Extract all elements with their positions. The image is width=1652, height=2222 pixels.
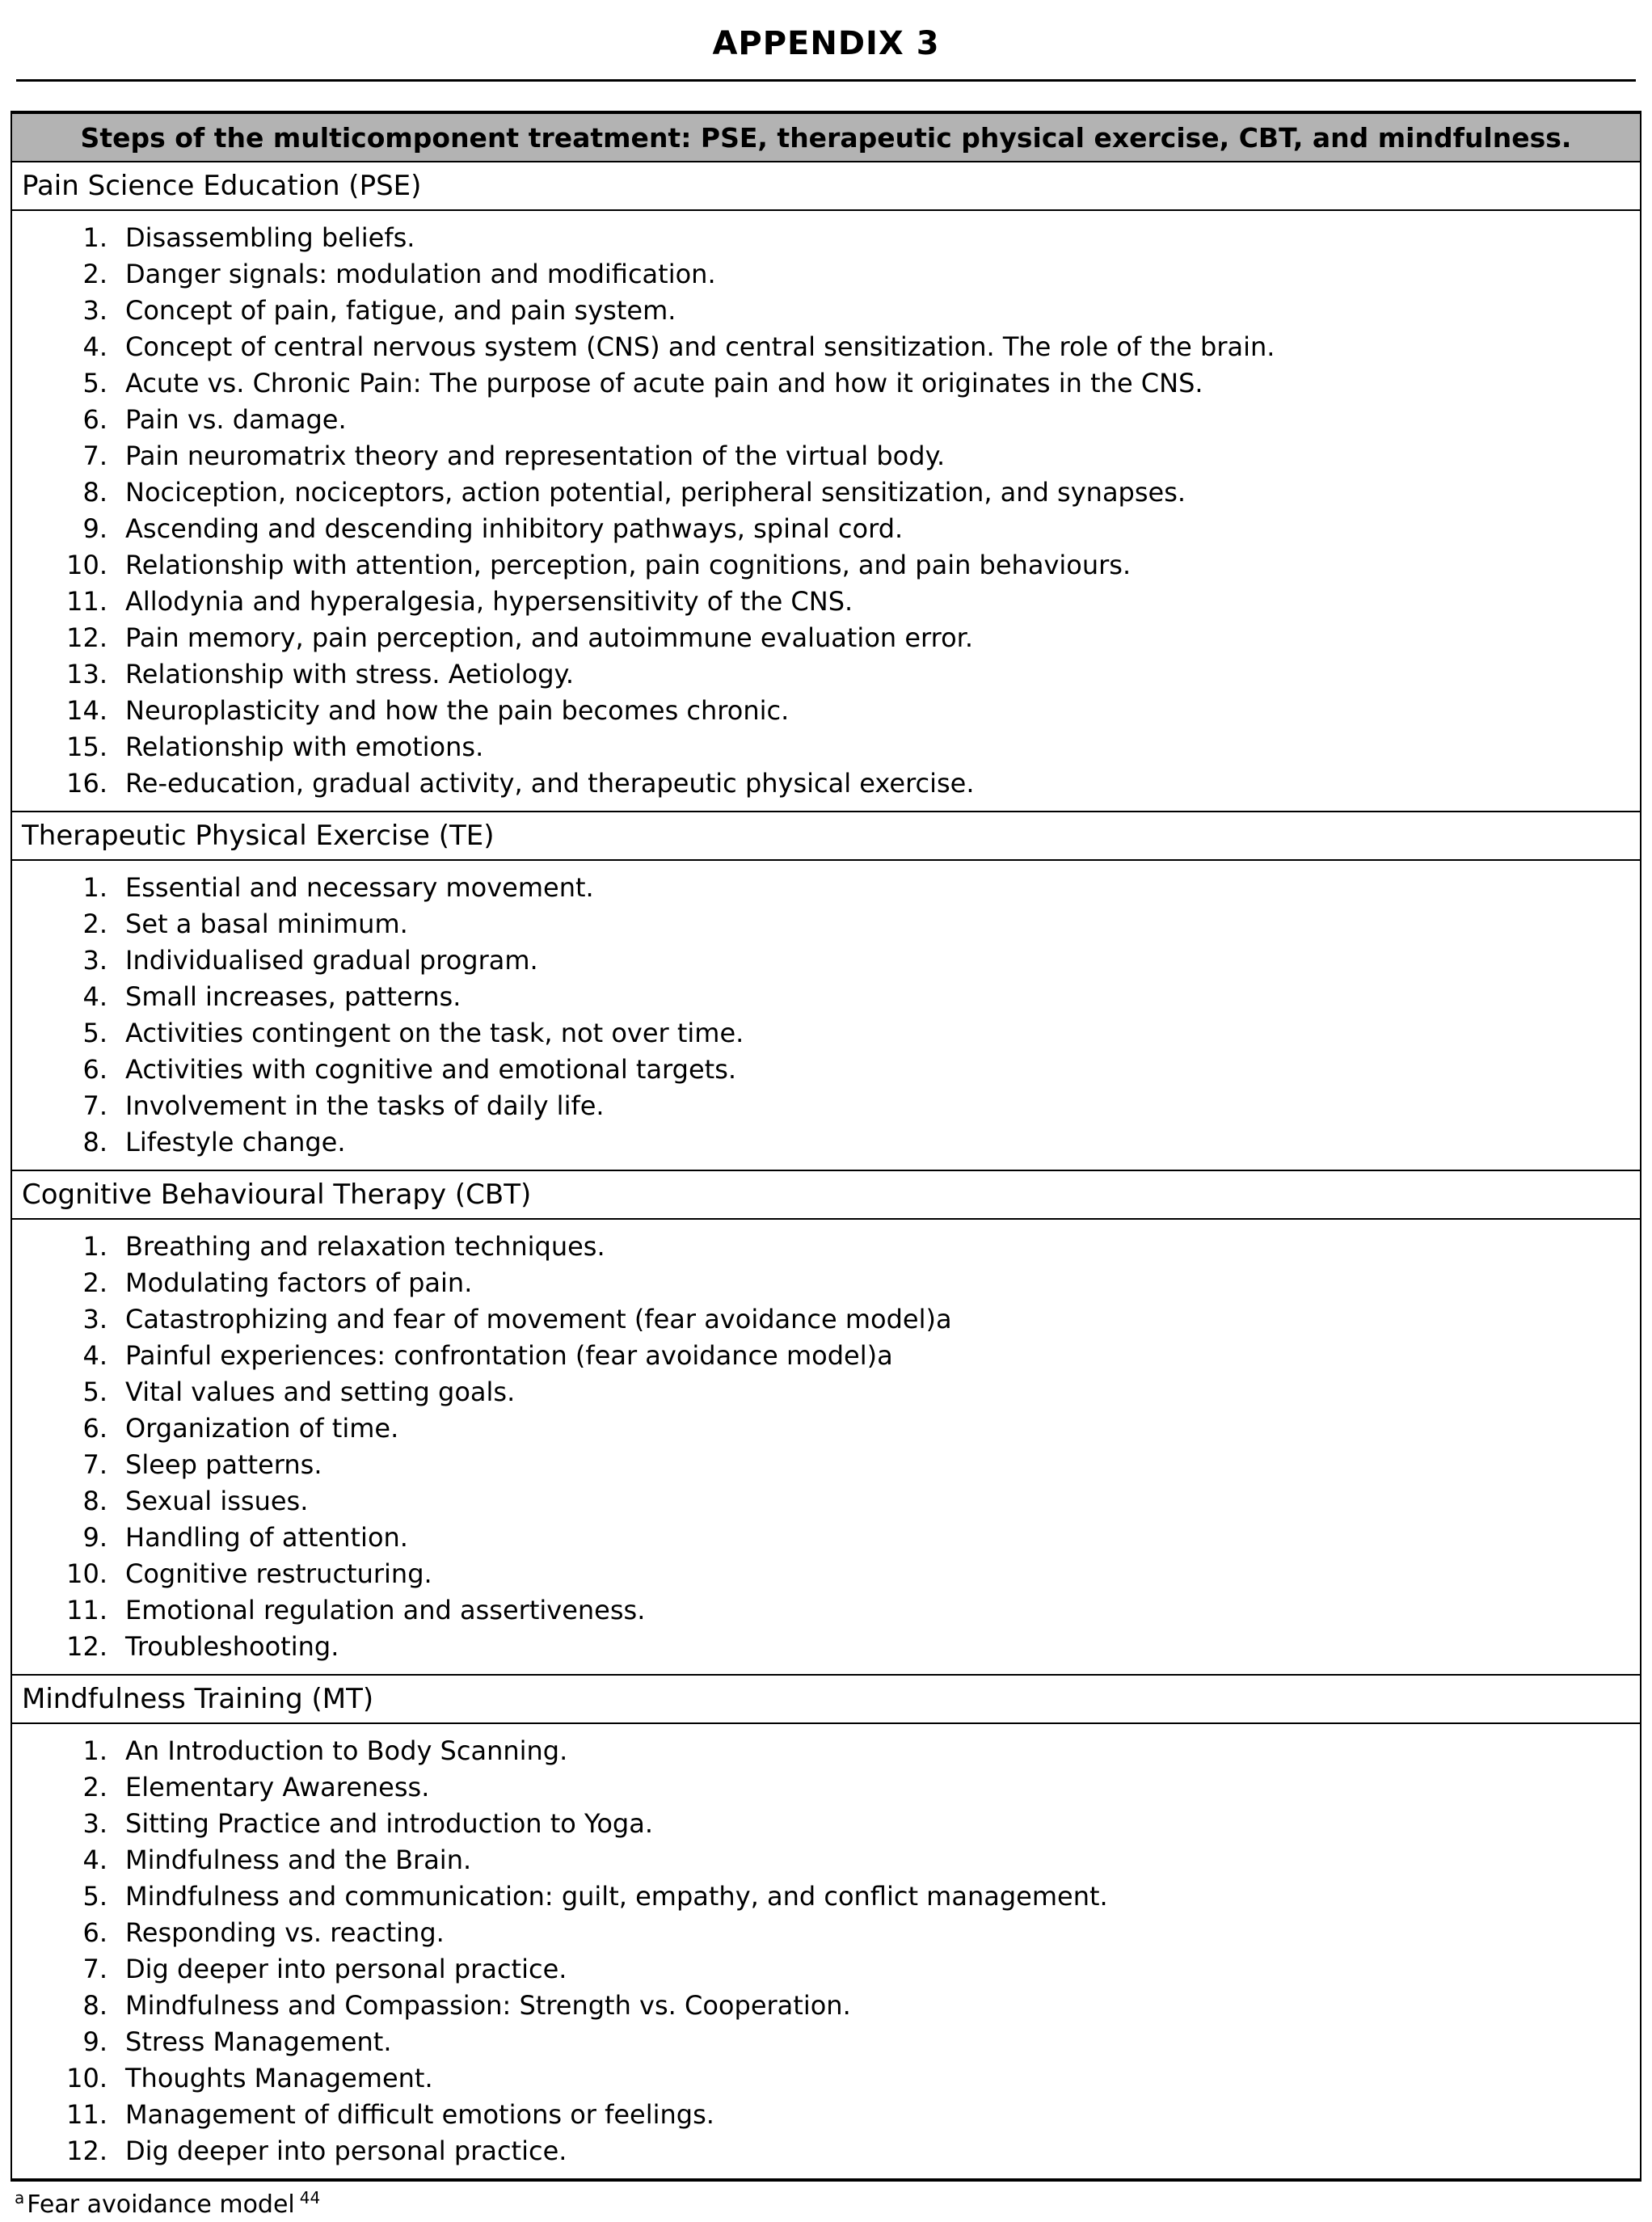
item-text: Activities with cognitive and emotional targets. — [125, 1054, 737, 1085]
item-number: 4. — [82, 1845, 107, 1875]
item-text: Handling of attention. — [125, 1522, 408, 1553]
list-item — [12, 438, 1640, 474]
list-item — [12, 979, 1640, 1015]
item-text: Painful experiences: confrontation (fear avoidance model)a — [125, 1340, 893, 1371]
item-number: 8. — [82, 1990, 107, 2021]
item-text: Neuroplasticity and how the pain becomes chronic. — [125, 695, 790, 726]
item-number: 1. — [82, 1735, 107, 1766]
list-item — [12, 870, 1640, 906]
list-item — [12, 1988, 1640, 2024]
item-text: Re-education, gradual activity, and therapeutic physical exercise. — [125, 768, 975, 799]
item-number: 5. — [82, 1881, 107, 1912]
item-number: 4. — [82, 331, 107, 362]
list-item — [12, 620, 1640, 656]
item-text: Activities contingent on the task, not over time. — [125, 1018, 744, 1048]
list-item — [12, 729, 1640, 765]
treatment-section — [12, 1171, 1640, 1676]
item-number: 8. — [82, 1127, 107, 1157]
treatment-section — [12, 1676, 1640, 2178]
item-text: Sleep patterns. — [125, 1449, 322, 1480]
item-text: Set a basal minimum. — [125, 909, 408, 939]
list-item — [12, 402, 1640, 438]
item-text: An Introduction to Body Scanning. — [125, 1735, 568, 1766]
item-number: 10. — [66, 2063, 107, 2093]
item-text: Dig deeper into personal practice. — [125, 2136, 567, 2166]
item-number: 3. — [82, 295, 107, 326]
list-item — [12, 1447, 1640, 1483]
list-item — [12, 1769, 1640, 1806]
list-item — [12, 511, 1640, 547]
list-item — [12, 474, 1640, 511]
item-number: 6. — [82, 1917, 107, 1948]
item-number: 6. — [82, 404, 107, 435]
item-number: 3. — [82, 945, 107, 976]
item-text: Relationship with emotions. — [125, 732, 484, 762]
item-text: Lifestyle change. — [125, 1127, 346, 1157]
table-sections — [12, 162, 1640, 2178]
table-title-row: Steps of the multicomponent treatment: PSE, therapeutic physical exercise, CBT, and mindfulness. — [12, 114, 1640, 162]
list-item — [12, 2097, 1640, 2133]
item-text: Mindfulness and the Brain. — [125, 1845, 472, 1875]
footnote-text: Fear avoidance model — [27, 2190, 295, 2219]
item-text: Essential and necessary movement. — [125, 872, 594, 903]
appendix-title: APPENDIX 3 — [712, 25, 940, 62]
item-text: Pain neuromatrix theory and representation of the virtual body. — [125, 441, 946, 471]
section-header-label: Mindfulness Training (MT) — [22, 1683, 374, 1715]
list-item — [12, 2024, 1640, 2060]
item-text: Organization of time. — [125, 1413, 399, 1444]
item-text: Management of difficult emotions or feelings. — [125, 2099, 714, 2130]
item-number: 7. — [82, 1090, 107, 1121]
section-item-list — [12, 1220, 1640, 1676]
item-number: 1. — [82, 222, 107, 253]
treatment-section — [12, 812, 1640, 1171]
item-text: Pain vs. damage. — [125, 404, 347, 435]
item-text: Catastrophizing and fear of movement (fear avoidance model)a — [125, 1304, 952, 1334]
item-text: Disassembling beliefs. — [125, 222, 415, 253]
item-number: 6. — [82, 1054, 107, 1085]
item-text: Thoughts Management. — [125, 2063, 433, 2093]
item-text: Troubleshooting. — [125, 1631, 339, 1662]
footnote-marker: a — [15, 2188, 25, 2207]
item-number: 7. — [82, 1449, 107, 1480]
item-number: 7. — [82, 441, 107, 471]
section-header — [12, 1676, 1640, 1724]
list-item — [12, 1951, 1640, 1988]
item-number: 4. — [82, 981, 107, 1012]
item-text: Mindfulness and Compassion: Strength vs. Cooperation. — [125, 1990, 851, 2021]
item-text: Small increases, patterns. — [125, 981, 461, 1012]
list-item — [12, 584, 1640, 620]
list-item — [12, 1015, 1640, 1052]
list-item — [12, 365, 1640, 402]
item-number: 8. — [82, 477, 107, 508]
item-number: 9. — [82, 1522, 107, 1553]
list-item — [12, 1915, 1640, 1951]
item-number: 12. — [66, 1631, 107, 1662]
item-text: Concept of pain, fatigue, and pain system. — [125, 295, 676, 326]
section-header — [12, 162, 1640, 211]
item-text: Modulating factors of pain. — [125, 1267, 473, 1298]
item-number: 2. — [82, 1772, 107, 1802]
item-text: Relationship with attention, perception, pain cognitions, and pain behaviours. — [125, 550, 1132, 580]
list-item — [12, 1629, 1640, 1665]
item-number: 5. — [82, 1377, 107, 1407]
item-number: 5. — [82, 1018, 107, 1048]
item-number: 16. — [66, 768, 107, 799]
list-item — [12, 765, 1640, 802]
item-number: 10. — [66, 1558, 107, 1589]
item-text: Danger signals: modulation and modification. — [125, 259, 716, 289]
list-item — [12, 1265, 1640, 1301]
list-item — [12, 1410, 1640, 1447]
item-text: Pain memory, pain perception, and autoimmune evaluation error. — [125, 622, 974, 653]
item-text: Acute vs. Chronic Pain: The purpose of acute pain and how it originates in the CNS. — [125, 368, 1203, 398]
item-text: Responding vs. reacting. — [125, 1917, 445, 1948]
list-item — [12, 547, 1640, 584]
item-number: 11. — [66, 1595, 107, 1625]
item-text: Emotional regulation and assertiveness. — [125, 1595, 646, 1625]
item-number: 15. — [66, 732, 107, 762]
list-item — [12, 1733, 1640, 1769]
item-text: Cognitive restructuring. — [125, 1558, 432, 1589]
item-text: Allodynia and hyperalgesia, hypersensitivity of the CNS. — [125, 586, 853, 617]
item-number: 2. — [82, 1267, 107, 1298]
item-number: 11. — [66, 2099, 107, 2130]
list-item — [12, 1229, 1640, 1265]
item-number: 11. — [66, 586, 107, 617]
list-item — [12, 656, 1640, 693]
section-header — [12, 1171, 1640, 1220]
item-number: 10. — [66, 550, 107, 580]
treatment-section — [12, 162, 1640, 812]
item-text: Concept of central nervous system (CNS) and central sensitization. The role of the brain. — [125, 331, 1275, 362]
section-header — [12, 812, 1640, 861]
list-item — [12, 2133, 1640, 2169]
item-number: 3. — [82, 1304, 107, 1334]
item-number: 13. — [66, 659, 107, 689]
item-number: 12. — [66, 2136, 107, 2166]
item-number: 9. — [82, 2026, 107, 2057]
item-number: 2. — [82, 259, 107, 289]
item-text: Mindfulness and communication: guilt, empathy, and conflict management. — [125, 1881, 1108, 1912]
item-number: 7. — [82, 1954, 107, 1984]
section-item-list — [12, 861, 1640, 1171]
list-item — [12, 2060, 1640, 2097]
item-number: 6. — [82, 1413, 107, 1444]
item-text: Stress Management. — [125, 2026, 392, 2057]
list-item — [12, 1592, 1640, 1629]
item-text: Dig deeper into personal practice. — [125, 1954, 567, 1984]
list-item — [12, 329, 1640, 365]
item-text: Individualised gradual program. — [125, 945, 538, 976]
section-header-label: Cognitive Behavioural Therapy (CBT) — [22, 1178, 532, 1211]
footnote — [15, 2190, 1652, 2220]
list-item — [12, 1374, 1640, 1410]
item-text: Sitting Practice and introduction to Yoga. — [125, 1808, 653, 1839]
list-item — [12, 906, 1640, 942]
item-number: 8. — [82, 1486, 107, 1516]
footnote-reference: 44 — [299, 2188, 321, 2207]
list-item — [12, 1338, 1640, 1374]
item-number: 14. — [66, 695, 107, 726]
item-number: 4. — [82, 1340, 107, 1371]
list-item — [12, 1842, 1640, 1878]
item-number: 1. — [82, 872, 107, 903]
list-item — [12, 1806, 1640, 1842]
item-text: Sexual issues. — [125, 1486, 309, 1516]
item-number: 9. — [82, 513, 107, 544]
item-text: Ascending and descending inhibitory pathways, spinal cord. — [125, 513, 904, 544]
item-number: 3. — [82, 1808, 107, 1839]
list-item — [12, 1483, 1640, 1520]
item-text: Relationship with stress. Aetiology. — [125, 659, 575, 689]
list-item — [12, 1124, 1640, 1161]
item-text: Involvement in the tasks of daily life. — [125, 1090, 605, 1121]
list-item — [12, 1301, 1640, 1338]
item-text: Elementary Awareness. — [125, 1772, 430, 1802]
section-item-list — [12, 1724, 1640, 2178]
top-rule — [16, 79, 1636, 82]
list-item — [12, 1088, 1640, 1124]
section-header-label: Pain Science Education (PSE) — [22, 170, 422, 202]
list-item — [12, 1878, 1640, 1915]
item-text: Breathing and relaxation techniques. — [125, 1231, 605, 1262]
list-item — [12, 256, 1640, 293]
list-item — [12, 293, 1640, 329]
treatment-table — [11, 111, 1641, 2182]
item-text: Vital values and setting goals. — [125, 1377, 516, 1407]
list-item — [12, 942, 1640, 979]
list-item — [12, 1520, 1640, 1556]
list-item — [12, 693, 1640, 729]
item-number: 12. — [66, 622, 107, 653]
item-number: 5. — [82, 368, 107, 398]
item-number: 2. — [82, 909, 107, 939]
section-item-list — [12, 211, 1640, 812]
item-text: Nociception, nociceptors, action potential, peripheral sensitization, and synapses. — [125, 477, 1186, 508]
list-item — [12, 220, 1640, 256]
item-number: 1. — [82, 1231, 107, 1262]
list-item — [12, 1052, 1640, 1088]
list-item — [12, 1556, 1640, 1592]
section-header-label: Therapeutic Physical Exercise (TE) — [22, 820, 495, 852]
